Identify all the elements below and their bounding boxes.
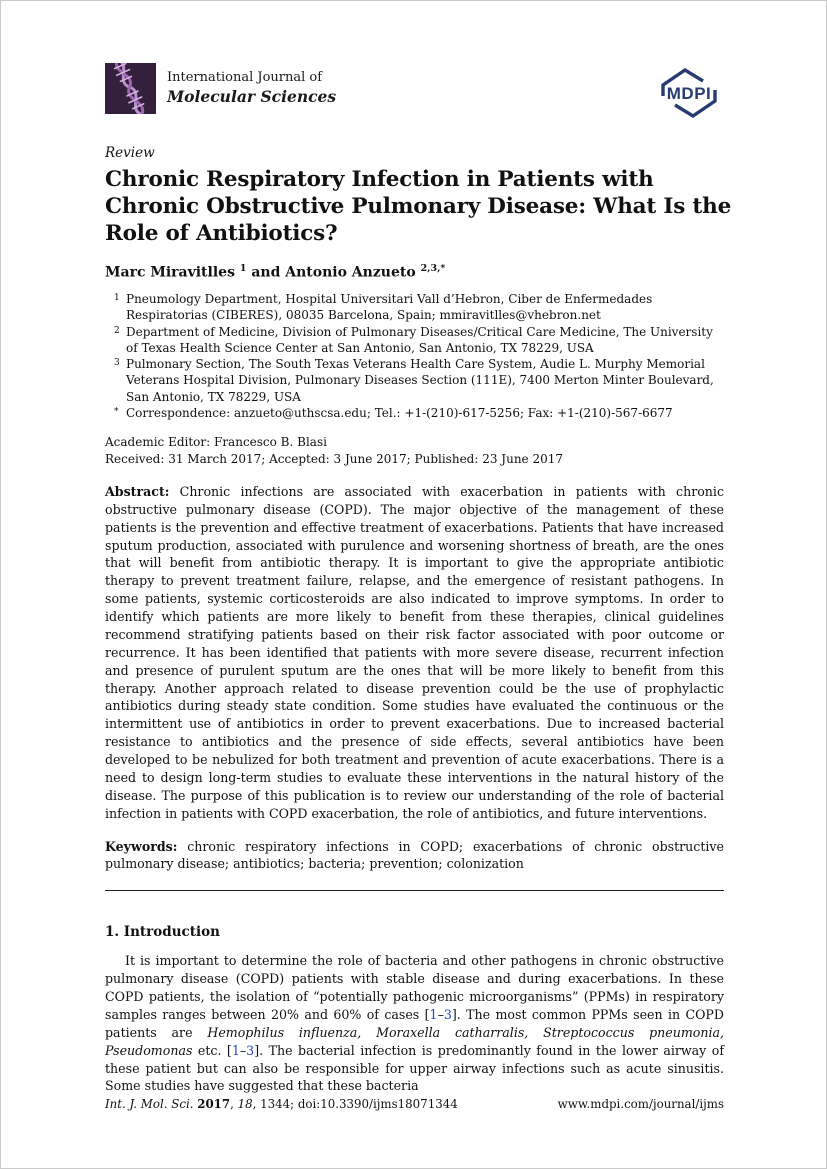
abstract-label: Abstract: <box>105 483 170 499</box>
title-line-3: Role of Antibiotics? <box>105 221 338 247</box>
affiliation-marker: 3 <box>114 358 120 369</box>
title-line-2: Chronic Obstructive Pulmonary Disease: What Is the <box>105 194 732 220</box>
text-segment: Marc Miravitlles <box>105 264 240 281</box>
correspondence-marker: * <box>114 407 119 418</box>
editorial-info <box>105 434 724 468</box>
affiliation-marker: 2 <box>114 325 120 336</box>
affiliation-text: Department of Medicine, Division of Pulmonary Diseases/Critical Care Medicine, The University of Texas Health Science Center at San Antonio, San Antonio, TX 78229, USA <box>126 324 713 355</box>
page-title <box>105 166 732 247</box>
citation-link[interactable]: 3 <box>246 1042 255 1058</box>
affiliation-row <box>105 324 724 357</box>
text-segment: 18 <box>237 1097 253 1111</box>
introduction-paragraph <box>105 952 724 1095</box>
keywords-text: chronic respiratory infections in COPD; exacerbations of chronic obstructive pulmonary disease; antibiotics; bacteria; prevention; colonization <box>105 838 724 872</box>
affiliation-marker: 1 <box>114 292 120 303</box>
affiliations-list <box>105 291 724 422</box>
article-type-label: Review <box>105 145 155 161</box>
citation-link[interactable]: 3 <box>443 1006 452 1022</box>
journal-header <box>105 63 724 121</box>
text-segment: 2017 <box>197 1097 231 1111</box>
affiliation-row <box>105 356 724 405</box>
text-segment: , <box>230 1097 238 1111</box>
keywords-label: Keywords: <box>105 838 178 854</box>
abstract-text: Chronic infections are associated with exacerbation in patients with chronic obstructive pulmonary disease (COPD). The major objective of the management of these patients is the prevention and effective treatment of exacerbations. Patients that have increased sputum production, associated with purulence and worsening shortness of breath, are the ones that will benefit from antibiotic therapy. It is important to give the appropriate antibiotic therapy to prevent treatment failure, relapse, and the emergence of resistant pathogens. In some patients, systemic corticosteroids are also indicated to improve symptoms. In order to identify which patients are more likely to benefit from these therapies, clinical guidelines recommend stratifying patients based on their risk factor associated with poor outcome or recurrence. It has been identified that patients with more severe disease, recurrent infection and presence of purulent sputum are the ones that will be more likely to benefit from this therapy. Another approach related to disease prevention could be the use of prophylactic antibiotics during steady state condition. Some studies have evaluated the continuous or the intermittent use of antibiotics in order to prevent exacerbations. Due to increased bacterial resistance to antibiotics and the presence of side effects, several antibiotics have been developed to be nebulized for both treatment and prevention of acute exacerbations. There is a need to design long-term studies to evaluate these interventions in the natural history of the disease. The purpose of this publication is to review our understanding of the role of bacterial infection in patients with COPD exacerbation, the role of antibiotics, and future interventions. <box>105 483 724 821</box>
text-segment: Hemophilus influenza, Moraxella catharralis, Streptococcus pneumonia, Pseudomonas <box>105 1024 725 1058</box>
page-content <box>105 1 732 1095</box>
text-segment: etc. [ <box>192 1042 232 1058</box>
dates-line: Received: 31 March 2017; Accepted: 3 June 2017; Published: 23 June 2017 <box>105 452 564 467</box>
keywords-paragraph <box>105 838 724 874</box>
dna-helix-icon <box>105 63 156 114</box>
text-segment: and Antonio Anzueto <box>246 264 421 281</box>
footer-journal-url[interactable]: www.mdpi.com/journal/ijms <box>557 1097 724 1111</box>
text-segment: , 1344; doi:10.3390/ijms18071344 <box>252 1097 458 1111</box>
correspondence-row <box>105 405 724 421</box>
title-line-1: Chronic Respiratory Infection in Patients with <box>105 167 654 192</box>
journal-brand <box>105 63 336 114</box>
academic-editor-line: Academic Editor: Francesco B. Blasi <box>105 435 327 450</box>
text-segment: ]. The bacterial infection is predominantly found in the lower airway of these patient but can also be responsible for upper airway infections such as acute sinusitis. Some studies have suggested that these bacteria <box>105 1042 724 1094</box>
svg-text:MDPI: MDPI <box>666 84 712 103</box>
citation-link[interactable]: 1 <box>429 1006 438 1022</box>
journal-name-line2: Molecular Sciences <box>167 86 337 106</box>
footer-citation <box>105 1097 458 1111</box>
text-segment: 1 <box>239 263 247 275</box>
journal-name <box>167 70 336 107</box>
mdpi-logo <box>654 65 724 121</box>
text-segment: 2,3,* <box>420 263 446 275</box>
abstract-paragraph <box>105 483 724 823</box>
text-segment: Int. J. Mol. Sci. <box>105 1097 198 1111</box>
affiliation-text: Pulmonary Section, The South Texas Veterans Health Care System, Audie L. Murphy Memorial Veterans Hospital Division, Pulmonary Diseases Section (111E), 7400 Merton Minter Boulevard, San Antonio, TX 78229, USA <box>126 357 714 404</box>
text-segment: It is important to determine the role of bacteria and other pathogens in chronic obstructive pulmonary disease (COPD) patients with stable disease and during exacerbations. In these COPD patients, the isolation of “potentially pathogenic microorganisms” (PPMs) in respiratory samples ranges between 20% and 60% of cases [ <box>105 953 724 1022</box>
affiliation-text: Pneumology Department, Hospital Universitari Vall d’Hebron, Ciber de Enfermedades Respiratorias (CIBERES), 08035 Barcelona, Spain; mmiravitlles@vhebron.net <box>126 291 653 323</box>
author-line <box>105 263 724 281</box>
section-heading-introduction: 1. Introduction <box>105 924 220 941</box>
text-segment: – <box>239 1042 247 1058</box>
affiliation-row <box>105 291 724 324</box>
page-footer <box>105 1097 724 1111</box>
text-segment: ]. The most common PPMs seen in COPD patients are <box>105 1006 724 1040</box>
citation-link[interactable]: 1 <box>231 1042 240 1058</box>
text-segment: – <box>437 1006 444 1022</box>
correspondence-text: Correspondence: anzueto@uthscsa.edu; Tel.: +1-(210)-617-5256; Fax: +1-(210)-567-6677 <box>126 406 673 421</box>
journal-name-line1: International Journal of <box>167 69 323 85</box>
section-divider <box>105 890 724 891</box>
